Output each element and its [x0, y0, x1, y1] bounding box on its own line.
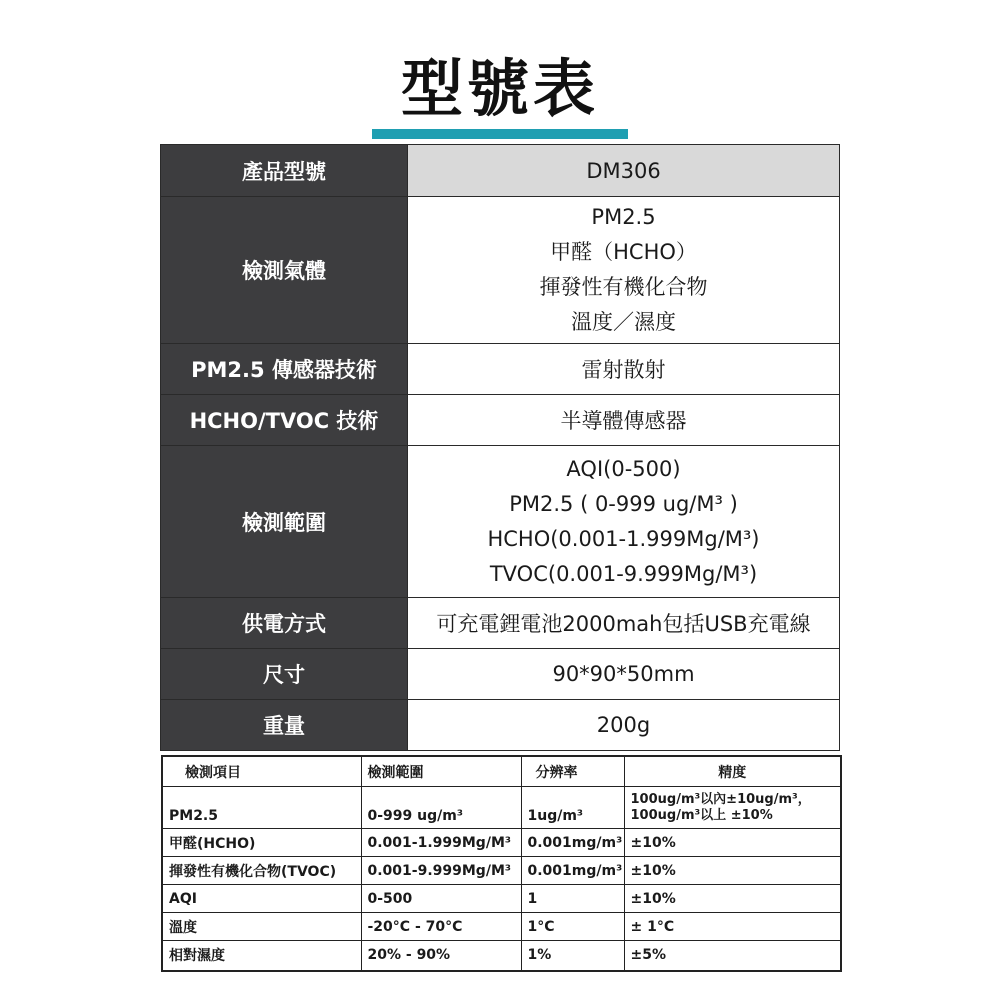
gas-line: 溫度／濕度: [571, 310, 676, 334]
cell-resolution: 1%: [521, 941, 624, 971]
spec-table: [160, 144, 840, 751]
column-header: 檢測項目: [162, 756, 361, 787]
cell-accuracy: [624, 787, 841, 829]
spec-value: 雷射散射: [408, 344, 840, 395]
spec-label: HCHO/TVOC 技術: [161, 395, 408, 446]
spec-value: 半導體傳感器: [408, 395, 840, 446]
cell-range: -20°C - 70°C: [361, 913, 521, 941]
detail-table: [161, 755, 842, 972]
table-row: [162, 829, 841, 857]
cell-range: 0-500: [361, 885, 521, 913]
cell-item: AQI: [162, 885, 361, 913]
detail-header-row: [162, 756, 841, 787]
accuracy-line: 100ug/m³以上 ±10%: [630, 807, 773, 823]
spec-label: 產品型號: [161, 145, 408, 197]
cell-accuracy: ±10%: [624, 885, 841, 913]
gas-line: 甲醛（HCHO）: [550, 240, 697, 264]
cell-accuracy: ±10%: [624, 857, 841, 885]
gas-line: 揮發性有機化合物: [539, 275, 708, 299]
spec-value: 可充電鋰電池2000mah包括USB充電線: [408, 598, 840, 649]
accuracy-line: 100ug/m³以內±10ug/m³，: [630, 791, 811, 807]
spec-row-gases: [161, 197, 840, 344]
cell-range: 0.001-1.999Mg/M³: [361, 829, 521, 857]
spec-label: 檢測範圍: [161, 446, 408, 598]
table-row: [162, 857, 841, 885]
gas-line: PM2.5: [591, 205, 656, 229]
cell-item: PM2.5: [162, 787, 361, 829]
spec-row-size: [161, 649, 840, 700]
cell-accuracy: ±10%: [624, 829, 841, 857]
spec-value: [408, 446, 840, 598]
spec-label: 檢測氣體: [161, 197, 408, 344]
spec-value: 90*90*50mm: [408, 649, 840, 700]
cell-resolution: 0.001mg/m³: [521, 857, 624, 885]
spec-label: 供電方式: [161, 598, 408, 649]
cell-range: 0-999 ug/m³: [361, 787, 521, 829]
spec-row-weight: [161, 700, 840, 751]
column-header: 分辨率: [521, 756, 624, 787]
range-line: TVOC(0.001-9.999Mg/M³): [489, 561, 758, 586]
spec-label: 尺寸: [161, 649, 408, 700]
cell-item: 甲醛(HCHO): [162, 829, 361, 857]
spec-value: [408, 197, 840, 344]
spec-value: DM306: [408, 145, 840, 197]
cell-resolution: 1°C: [521, 913, 624, 941]
spec-row-hcho-tech: [161, 395, 840, 446]
spec-row-pm-tech: [161, 344, 840, 395]
range-line: PM2.5 ( 0-999 ug/M³ ): [509, 491, 738, 516]
spec-row-range: [161, 446, 840, 598]
cell-range: 0.001-9.999Mg/M³: [361, 857, 521, 885]
cell-item: 揮發性有機化合物(TVOC): [162, 857, 361, 885]
column-header: 檢測範圍: [361, 756, 521, 787]
table-row: [162, 941, 841, 971]
spec-value: 200g: [408, 700, 840, 751]
table-row: [162, 787, 841, 829]
cell-accuracy: ±5%: [624, 941, 841, 971]
spec-row-power: [161, 598, 840, 649]
column-header: 精度: [624, 756, 841, 787]
cell-range: 20% - 90%: [361, 941, 521, 971]
spec-label: PM2.5 傳感器技術: [161, 344, 408, 395]
table-row: [162, 913, 841, 941]
cell-resolution: 1: [521, 885, 624, 913]
table-row: [162, 885, 841, 913]
cell-item: 相對濕度: [162, 941, 361, 971]
title-underline: [372, 129, 628, 139]
spec-row-model: [161, 145, 840, 197]
range-line: AQI(0-500): [566, 456, 681, 481]
spec-label: 重量: [161, 700, 408, 751]
page-title: 型號表: [400, 52, 599, 125]
cell-item: 溫度: [162, 913, 361, 941]
cell-accuracy: ± 1°C: [624, 913, 841, 941]
cell-resolution: 0.001mg/m³: [521, 829, 624, 857]
cell-resolution: 1ug/m³: [521, 787, 624, 829]
range-line: HCHO(0.001-1.999Mg/M³): [487, 526, 760, 551]
